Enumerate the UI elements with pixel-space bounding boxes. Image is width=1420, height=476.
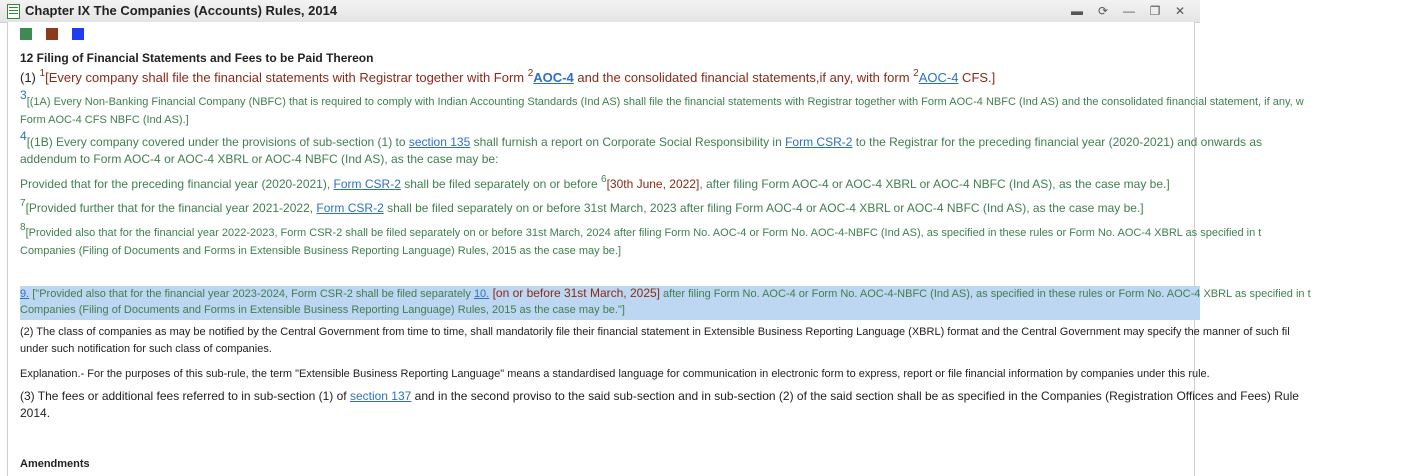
paragraph-1a: $^3$[(1A) Every Non-Banking Financial Company (NBFC) that is required to comply with Indian Accounting Standards (Ind AS) shall file the financial statements with Registrar together with Form AOC-4 NBFC (Ind AS) and the consolidated financial statement, if any, w bbox=[20, 88, 1304, 108]
proviso-3: $^8$[Provided also that for the financial year 2022-2023, Form CSR-2 shall be filed separately on or before 31st March, 2024 after filing Form No. AOC-4 or Form No. AOC-4-NBFC (Ind AS), as specified in these rules or Form No. AOC-4 XBRL as specified in t bbox=[20, 222, 1262, 239]
brown-swatch[interactable] bbox=[46, 28, 58, 40]
blue-swatch[interactable] bbox=[72, 28, 84, 40]
proviso-3-line2: Companies (Filing of Documents and Forms in Extensible Business Reporting Language) Rules, 2015 as the case may be.] bbox=[20, 245, 622, 257]
aoc4-link[interactable]: AOC-4 bbox=[533, 70, 574, 85]
proviso-2: $^7$[Provided further that for the financial year 2021-2022, Form CSR-2 shall be filed separately on or before 31st March, 2023 after filing Form AOC-4 or AOC-4 XBRL or AOC-4 NBFC (Ind AS), as the case may be.] bbox=[20, 198, 1144, 215]
proviso-1: Provided that for the preceding financial year (2020-2021), Form CSR-2 shall be filed separately on or before $^6$[30th June, 2022], after filing Form AOC-4 or AOC-4 XBRL or AOC-4 NBFC (Ind AS), as the case may be.] bbox=[20, 174, 1170, 191]
form-csr2-link[interactable]: Form CSR-2 bbox=[316, 201, 384, 215]
close-icon[interactable]: ✕ bbox=[1174, 4, 1186, 18]
form-csr2-link[interactable]: Form CSR-2 bbox=[785, 135, 853, 149]
paragraph-1a-line2: Form AOC-4 CFS NBFC (Ind AS).] bbox=[20, 114, 189, 126]
minimize-to-tray-icon[interactable]: ▬ bbox=[1071, 4, 1083, 18]
form-csr2-link[interactable]: Form CSR-2 bbox=[333, 177, 401, 191]
paragraph-1b-line2: addendum to Form AOC-4 or AOC-4 XBRL or AOC-4 NBFC (Ind AS), as the case may be: bbox=[20, 152, 499, 166]
sub-rule-3: (3) The fees or additional fees referred to in sub-section (1) of section 137 and in the second proviso to the said sub-section and in sub-section (2) of the said section shall be as specified in the Companies (Registration Offices and Fees) Rule bbox=[20, 389, 1299, 403]
sub-rule-2-line2: under such notification for such class of companies. bbox=[20, 343, 272, 355]
paragraph-1: (1) $^1$[Every company shall file the financial statements with Registrar together with Form $^2$AOC-4 and the consolidated financial statements,if any, with form $^2$AOC-4 CFS.] bbox=[20, 68, 996, 85]
restore-icon[interactable]: ❐ bbox=[1149, 4, 1161, 18]
section-135-link[interactable]: section 135 bbox=[408, 135, 471, 149]
minimize-icon[interactable]: — bbox=[1123, 4, 1135, 18]
explanation: Explanation.- For the purposes of this sub-rule, the term "Extensible Business Reporting Language" means a standardised language for communication in electronic form to express, report or file financial information by companies under this rule. bbox=[20, 368, 1210, 380]
page-title: 12 Filing of Financial Statements and Fees to be Paid Thereon bbox=[20, 51, 374, 65]
green-swatch[interactable] bbox=[20, 28, 32, 40]
window-title: Chapter IX The Companies (Accounts) Rules, 2014 bbox=[25, 3, 338, 18]
title-bar bbox=[0, 0, 1200, 23]
document-frame bbox=[7, 22, 1311, 476]
aoc4-cfs-link[interactable]: AOC-4 bbox=[918, 70, 959, 85]
section-137-link[interactable]: section 137 bbox=[349, 389, 412, 403]
sub-rule-3-line2: 2014. bbox=[20, 406, 51, 420]
sub-rule-2: (2) The class of companies as may be notified by the Central Government from time to time, shall mandatorily file their financial statement in Extensible Business Reporting Language (XBRL) format and the Central Government may specify the manner of such fil bbox=[20, 326, 1290, 338]
sync-icon[interactable]: ⟳ bbox=[1097, 4, 1109, 18]
amendments-heading[interactable]: Amendments bbox=[20, 458, 90, 470]
proviso-4-line2: Companies (Filing of Documents and Forms in Extensible Business Reporting Language) Rules, 2015 as the case may be."] bbox=[20, 304, 625, 316]
document-icon bbox=[7, 4, 20, 19]
paragraph-1b: $^4$[(1B) Every company covered under the provisions of sub-section (1) to section 135 shall furnish a report on Corporate Social Responsibility in Form CSR-2 to the Registrar for the preceding financial year (2020-2021) and onwards as bbox=[20, 129, 1263, 149]
proviso-4[interactable]: 9. ["Provided also that for the financial year 2023-2024, Form CSR-2 shall be filed separately 10. [on or before 31st March, 2025] after filing Form No. AOC-4 or Form No. AOC-4-NBFC (Ind AS), as specified in these rules or Form No. AOC-4 XBRL as specified in t bbox=[20, 286, 1311, 300]
note-10-link[interactable]: 10. bbox=[473, 288, 490, 300]
